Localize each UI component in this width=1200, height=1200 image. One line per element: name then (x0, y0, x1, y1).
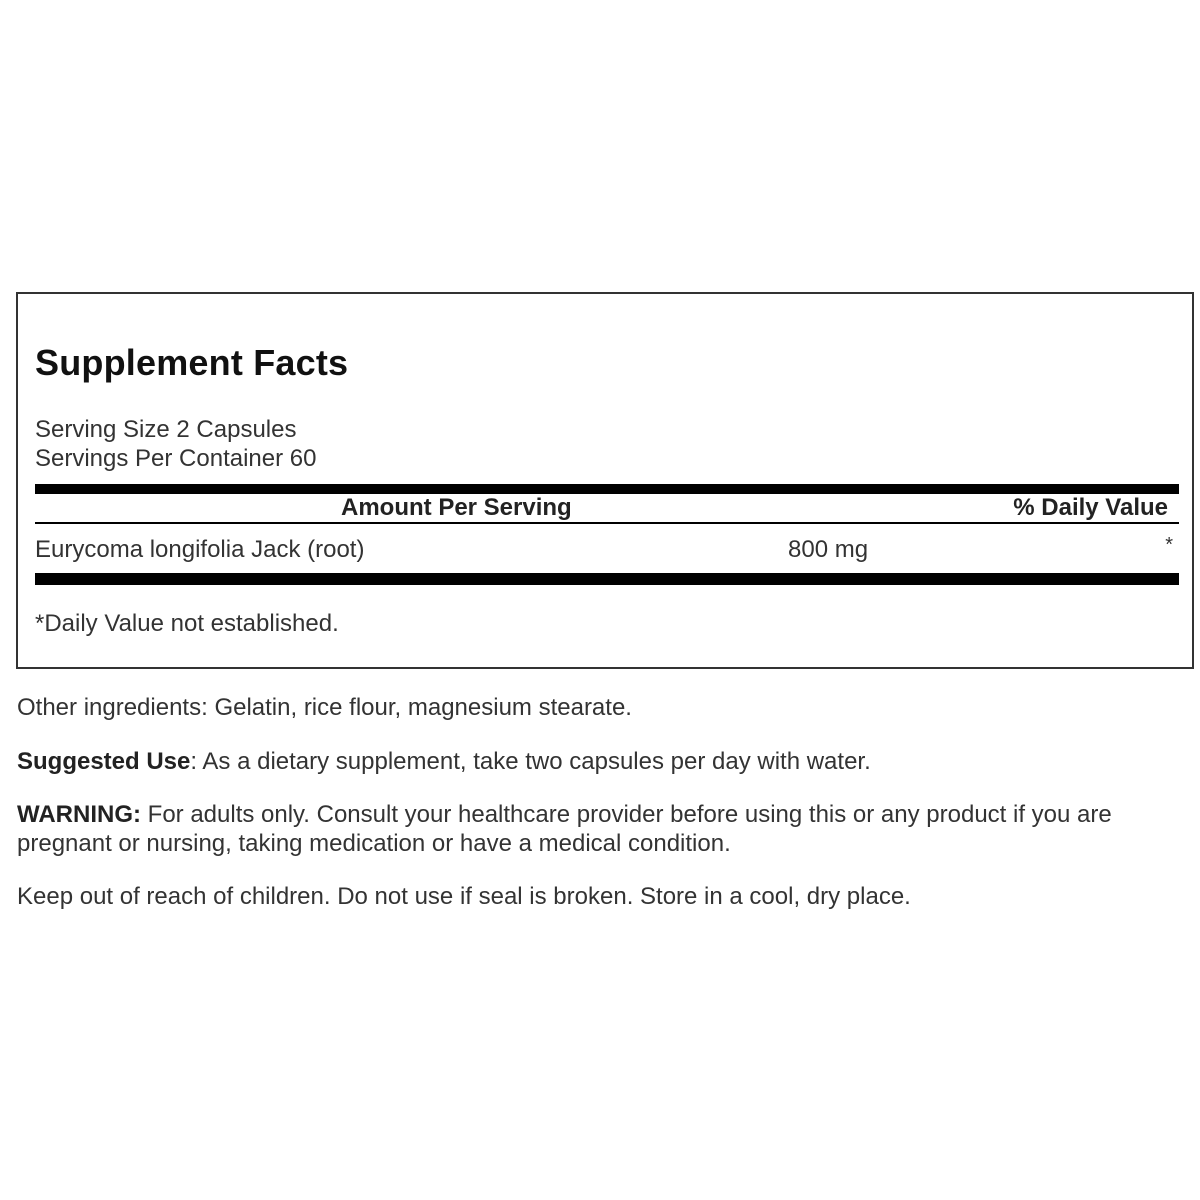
facts-title: Supplement Facts (35, 342, 349, 383)
storage-instructions: Keep out of reach of children. Do not use if seal is broken. Store in a cool, dry place. (17, 883, 911, 910)
warning-label: WARNING: (17, 801, 141, 828)
suggested-use (17, 747, 1177, 776)
top-divider (35, 484, 1179, 494)
other-ingredients: Other ingredients: Gelatin, rice flour, magnesium stearate. (17, 694, 632, 721)
ingredient-name: Eurycoma longifolia Jack (root) (35, 536, 365, 563)
daily-value-header: % Daily Value (1013, 494, 1168, 521)
bottom-divider (35, 573, 1179, 585)
header-divider (35, 522, 1179, 524)
daily-value-footnote: *Daily Value not established. (35, 610, 339, 637)
amount-per-serving-header: Amount Per Serving (341, 494, 572, 521)
suggested-use-label: Suggested Use (17, 748, 191, 775)
suggested-use-text: : As a dietary supplement, take two capsules per day with water. (190, 748, 871, 775)
servings-per-container: Servings Per Container 60 (35, 445, 317, 472)
ingredient-daily-value: * (1165, 534, 1173, 556)
serving-size: Serving Size 2 Capsules (35, 416, 297, 443)
warning (17, 800, 1177, 858)
warning-text: For adults only. Consult your healthcare provider before using this or any product if you are pregnant or nursing, taking medication or have a medical condition. (17, 801, 1112, 857)
supplement-facts-panel (16, 292, 1194, 669)
ingredient-amount: 800 mg (788, 536, 869, 563)
